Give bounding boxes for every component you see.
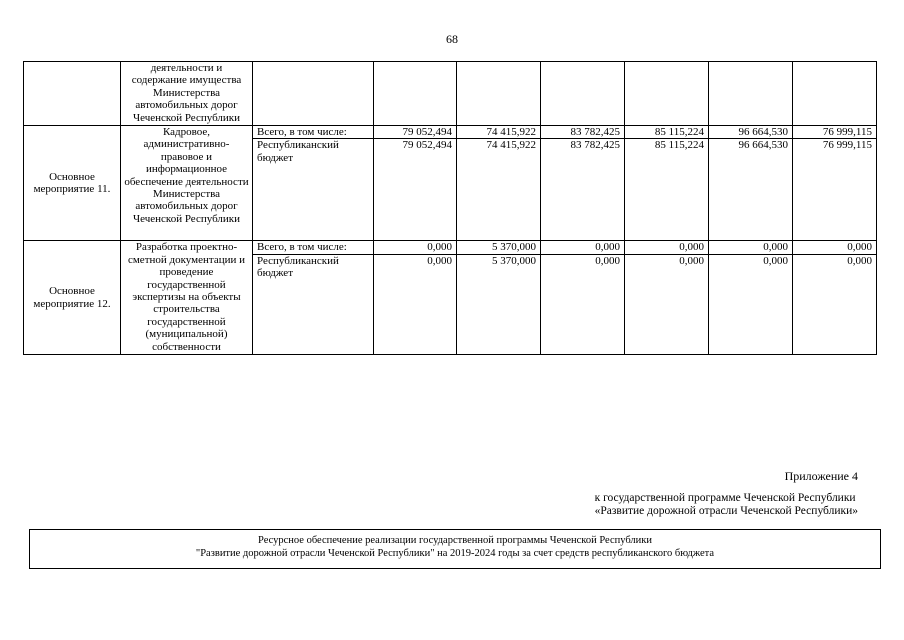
appendix-title: Приложение 4 [784,469,858,483]
value-cell: 76 999,115 [793,139,877,241]
funding-source-cell: Всего, в том числе: [253,241,374,254]
value-cell: 74 415,922 [457,139,541,241]
value-cell: 5 370,000 [457,254,541,354]
description-cell: деятельности и содержание имущества Министерства автомобильных дорог Чеченской Республики [121,62,253,126]
value-cell: 0,000 [793,254,877,354]
value-cell [793,62,877,126]
value-cell: 0,000 [793,241,877,254]
value-cell: 85 115,224 [625,126,709,139]
funding-source-cell: Республиканский бюджет [253,139,374,241]
value-cell: 0,000 [625,254,709,354]
event-cell [24,62,121,126]
value-cell: 74 415,922 [457,126,541,139]
title-line: Ресурсное обеспечение реализации государственной программы Чеченской Республики [258,535,652,546]
value-cell [541,62,625,126]
event-cell: Основное мероприятие 11. [24,126,121,241]
value-cell: 79 052,494 [374,126,457,139]
value-cell: 5 370,000 [457,241,541,254]
title-line: "Развитие дорожной отрасли Чеченской Республики" на 2019-2024 годы за счет средств республиканского бюджета [195,548,715,559]
table-row [24,62,877,126]
value-cell: 0,000 [625,241,709,254]
event-cell: Основное мероприятие 12. [24,241,121,354]
page-number: 68 [446,32,458,46]
value-cell: 0,000 [709,241,793,254]
value-cell [709,62,793,126]
value-cell [457,62,541,126]
table-row [24,126,877,139]
value-cell: 0,000 [374,254,457,354]
funding-source-cell: Республиканский бюджет [253,254,374,354]
value-cell: 83 782,425 [541,126,625,139]
value-cell: 0,000 [541,254,625,354]
appendix-subtitle [595,492,858,518]
resource-title-box [29,529,881,569]
value-cell: 79 052,494 [374,139,457,241]
funding-source-cell: Всего, в том числе: [253,126,374,139]
value-cell: 96 664,530 [709,126,793,139]
description-cell: Разработка проектно-сметной документации и проведение государственной экспертизы на объекты строительства государственной (муниципальной) собственности [121,241,253,354]
value-cell: 96 664,530 [709,139,793,241]
value-cell: 0,000 [709,254,793,354]
value-cell: 85 115,224 [625,139,709,241]
value-cell [374,62,457,126]
value-cell: 0,000 [541,241,625,254]
value-cell [625,62,709,126]
description-cell: Кадровое, административно-правовое и информационное обеспечение деятельности Министерства автомобильных дорог Чеченской Республики [121,126,253,241]
appendix-line: «Развитие дорожной отрасли Чеченской Республики» [594,505,858,517]
appendix-line: к государственной программе Чеченской Республики [594,492,856,504]
funding-source-cell [253,62,374,126]
value-cell: 0,000 [374,241,457,254]
value-cell: 76 999,115 [793,126,877,139]
value-cell: 83 782,425 [541,139,625,241]
resource-table [23,61,877,355]
table-row [24,241,877,254]
